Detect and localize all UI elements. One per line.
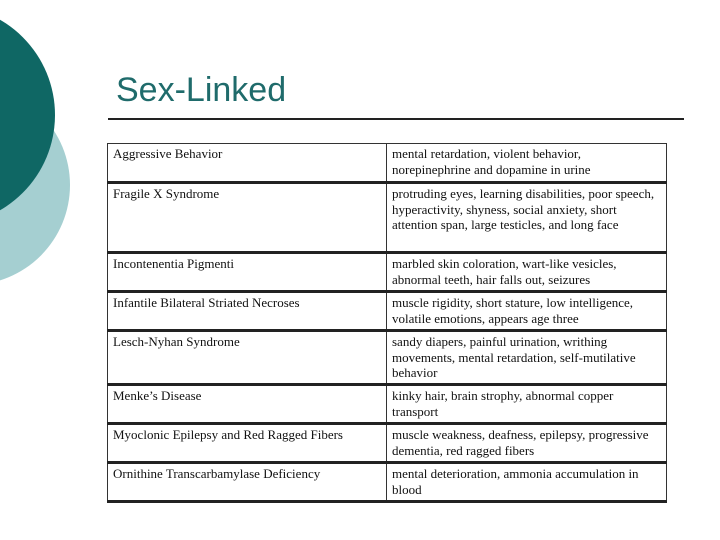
table-row: [108, 385, 667, 424]
table-row: [108, 292, 667, 331]
table-row: [108, 463, 667, 502]
table-row: [108, 331, 667, 385]
symptoms-cell: kinky hair, brain strophy, abnormal copper transport: [387, 385, 667, 424]
condition-cell: Aggressive Behavior: [108, 144, 387, 183]
symptoms-cell: muscle weakness, deafness, epilepsy, progressive dementia, red ragged fibers: [387, 424, 667, 463]
symptoms-cell: protruding eyes, learning disabilities, poor speech, hyperactivity, shyness, social anxiety, short attention span, large testicles, and long face: [387, 183, 667, 253]
condition-cell: Incontenentia Pigmenti: [108, 253, 387, 292]
conditions-table: [107, 143, 667, 503]
table-row: [108, 424, 667, 463]
condition-cell: Fragile X Syndrome: [108, 183, 387, 253]
symptoms-cell: mental retardation, violent behavior, norepinephrine and dopamine in urine: [387, 144, 667, 183]
table-row: [108, 183, 667, 253]
symptoms-cell: muscle rigidity, short stature, low intelligence, volatile emotions, appears age three: [387, 292, 667, 331]
condition-cell: Myoclonic Epilepsy and Red Ragged Fibers: [108, 424, 387, 463]
slide-title: Sex-Linked: [116, 71, 287, 109]
condition-cell: Ornithine Transcarbamylase Deficiency: [108, 463, 387, 502]
title-divider: [108, 118, 684, 120]
symptoms-cell: sandy diapers, painful urination, writhing movements, mental retardation, self-mutilative behavior: [387, 331, 667, 385]
table-row: [108, 253, 667, 292]
condition-cell: Lesch-Nyhan Syndrome: [108, 331, 387, 385]
table-row: [108, 144, 667, 183]
symptoms-cell: marbled skin coloration, wart-like vesicles, abnormal teeth, hair falls out, seizures: [387, 253, 667, 292]
decorative-circles: [0, 0, 80, 300]
condition-cell: Infantile Bilateral Striated Necroses: [108, 292, 387, 331]
symptoms-cell: mental deterioration, ammonia accumulation in blood: [387, 463, 667, 502]
condition-cell: Menke’s Disease: [108, 385, 387, 424]
